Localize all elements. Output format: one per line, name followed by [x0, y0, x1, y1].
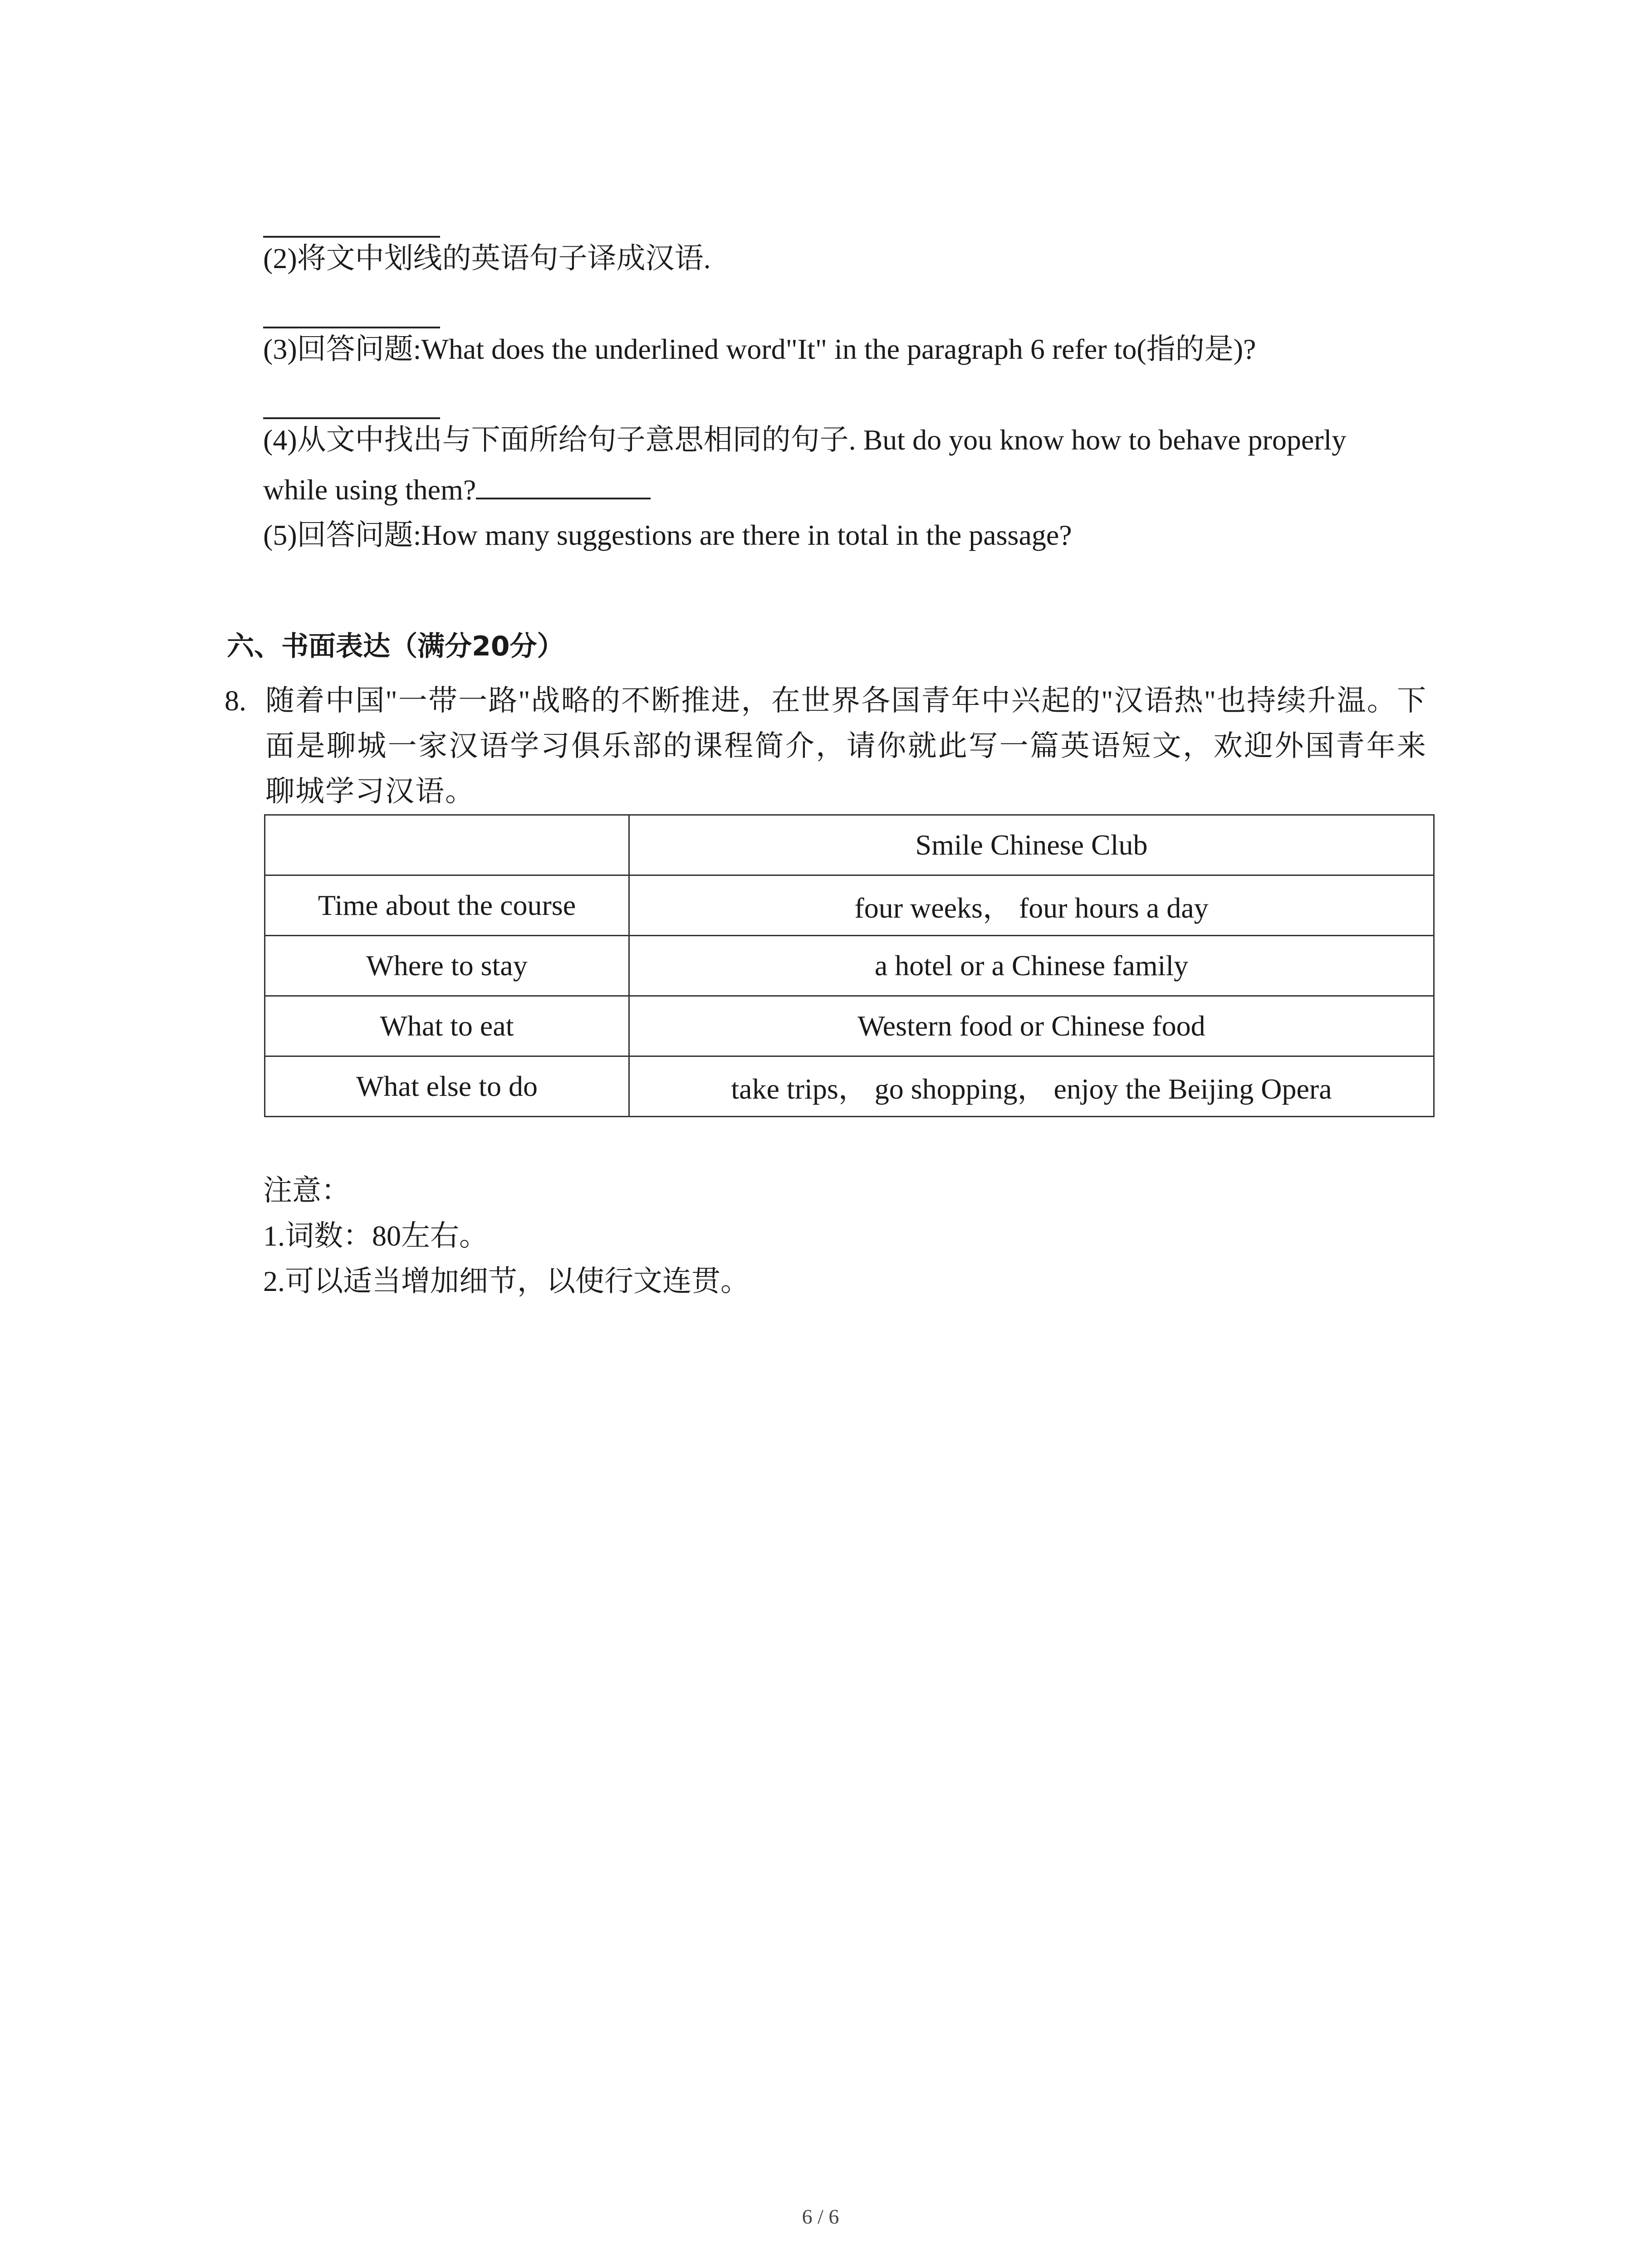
table-row: [265, 1056, 1434, 1117]
answer-blank-4[interactable]: [476, 472, 651, 499]
table-row: [265, 996, 1434, 1056]
table-header-cell: [265, 815, 629, 875]
table-cell: take trips， go shopping， enjoy the Beijing Opera: [629, 1056, 1434, 1117]
answer-blank-2[interactable]: [263, 327, 440, 328]
notes-item: 2.可以适当增加细节，以使行文连贯。: [263, 1265, 749, 1297]
course-table: [264, 814, 1435, 1117]
table-row: [265, 936, 1434, 996]
question-4-line2: [263, 472, 651, 508]
writing-prompt: 随着中国"一带一路"战略的不断推进，在世界各国青年中兴起的"汉语热"也持续升温。下面是聊城一家汉语学习俱乐部的课程简介，请你就此写一篇英语短文，欢迎外国青年来聊城学习汉语。: [265, 684, 1427, 807]
table-header-row: [265, 815, 1434, 875]
section-title: 六、书面表达（满分20分）: [227, 631, 564, 662]
notes-title: 注意：: [263, 1174, 350, 1207]
answer-blank-3[interactable]: [263, 417, 440, 419]
question-4-text: while using them?: [263, 474, 476, 506]
table-cell: What to eat: [265, 996, 629, 1056]
question-2: (2)将文中划线的英语句子译成汉语.: [263, 242, 711, 274]
table-cell: a hotel or a Chinese family: [629, 936, 1434, 996]
question-3: (3)回答问题:What does the underlined word"It" in the paragraph 6 refer to(指的是)?: [263, 333, 1256, 365]
page-number: 6 / 6: [802, 2205, 839, 2228]
table-header-cell: Smile Chinese Club: [629, 815, 1434, 875]
table-cell: What else to do: [265, 1056, 629, 1117]
table-cell: Western food or Chinese food: [629, 996, 1434, 1056]
table-row: [265, 875, 1434, 936]
table-cell: Where to stay: [265, 936, 629, 996]
table-cell: four weeks， four hours a day: [629, 875, 1434, 936]
notes-item: 1.词数：80左右。: [263, 1220, 488, 1252]
question-number: 8.: [225, 684, 246, 717]
question-5: (5)回答问题:How many suggestions are there in total in the passage?: [263, 519, 1072, 551]
question-4-line1: (4)从文中找出与下面所给句子意思相同的句子. But do you know how to behave properly: [263, 424, 1347, 456]
table-cell: Time about the course: [265, 875, 629, 936]
notes-block: [263, 1168, 749, 1304]
answer-blank-1[interactable]: [263, 236, 440, 238]
